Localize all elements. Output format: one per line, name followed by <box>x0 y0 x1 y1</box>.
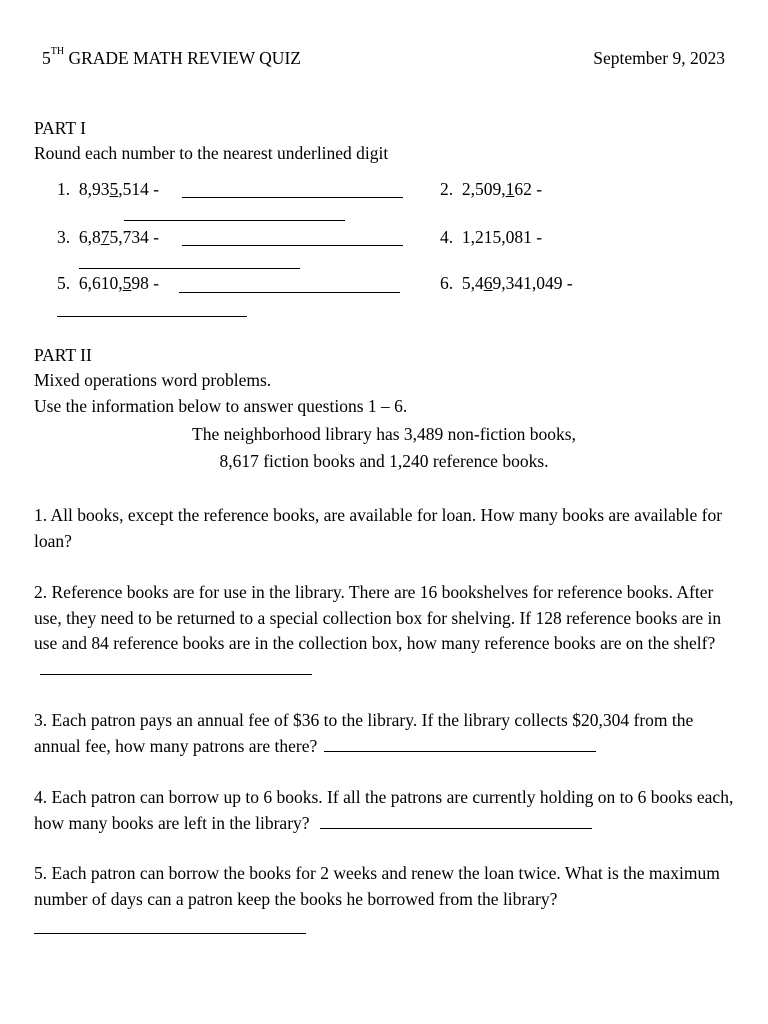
quiz-title <box>42 48 301 69</box>
answer-line-q5[interactable] <box>34 933 306 934</box>
question-5: 5. Each patron can borrow the books for 2 weeks and renew the loan twice. What is the maximum number of days can a patron keep the books he borrowed from the library? <box>34 863 720 909</box>
answer-line-q4[interactable] <box>320 812 592 829</box>
grade-superscript: TH <box>50 46 65 57</box>
part2-line1: Mixed operations word problems. <box>34 370 272 390</box>
answer-line-1a[interactable] <box>182 197 403 198</box>
info-line-1: The neighborhood library has 3,489 non-fiction books, <box>192 424 576 444</box>
item-number: 5. <box>57 273 71 293</box>
underlined-digit: 1 <box>505 179 515 199</box>
underlined-digit: 6 <box>483 273 493 293</box>
question-1: 1. All books, except the reference books, are available for loan. How many books are available for loan? <box>34 505 723 551</box>
quiz-date: September 9, 2023 <box>593 48 725 68</box>
underlined-digit: 5 <box>109 179 119 199</box>
underlined-digit: 5 <box>122 273 132 293</box>
item-number: 4. <box>440 227 454 247</box>
underlined-digit: 7 <box>100 227 110 247</box>
round-item-3: 3. 6,875,734 - <box>57 227 160 247</box>
answer-line-3a[interactable] <box>182 245 403 246</box>
answer-line-q2[interactable] <box>40 658 312 675</box>
title-text: GRADE MATH REVIEW QUIZ <box>64 48 301 68</box>
question-3: 3. Each patron pays an annual fee of $36 to the library. If the library collects $20,304 from the annual fee, how many patrons are there? <box>34 710 694 756</box>
item-number: 1. <box>57 179 71 199</box>
answer-line-q3[interactable] <box>324 735 596 752</box>
question-4: 4. Each patron can borrow up to 6 books. If all the patrons are currently holding on to 6 books each, how many books are left in the library? <box>34 787 734 833</box>
question-2: 2. Reference books are for use in the library. There are 16 bookshelves for reference books. After use, they need to be returned to a special collection box for shelving. If 128 reference books are in use and 84 reference books are in the collection box, how many reference books are on the shelf? <box>34 580 734 682</box>
answer-line-5a[interactable] <box>179 292 400 293</box>
round-item-4: 4. 1,215,081 - <box>440 227 543 247</box>
answer-line-3b[interactable] <box>79 268 300 269</box>
round-item-1: 1. 8,935,514 - <box>57 179 160 199</box>
round-item-6: 6. 5,469,341,049 - <box>440 273 573 293</box>
item-number: 6. <box>440 273 454 293</box>
item-number: 2. <box>440 179 454 199</box>
answer-line-5b[interactable] <box>57 316 247 317</box>
part1-heading: PART I <box>34 118 86 138</box>
round-item-5: 5. 6,610,598 - <box>57 273 160 293</box>
round-item-2: 2. 2,509,162 - <box>440 179 543 199</box>
part2-heading: PART II <box>34 345 92 365</box>
answer-line-1b[interactable] <box>124 220 345 221</box>
info-line-2: 8,617 fiction books and 1,240 reference books. <box>219 451 549 471</box>
grade-number: 5 <box>42 48 51 68</box>
item-number: 3. <box>57 227 71 247</box>
part1-instruction: Round each number to the nearest underlined digit <box>34 143 389 163</box>
part2-line2: Use the information below to answer questions 1 – 6. <box>34 396 408 416</box>
